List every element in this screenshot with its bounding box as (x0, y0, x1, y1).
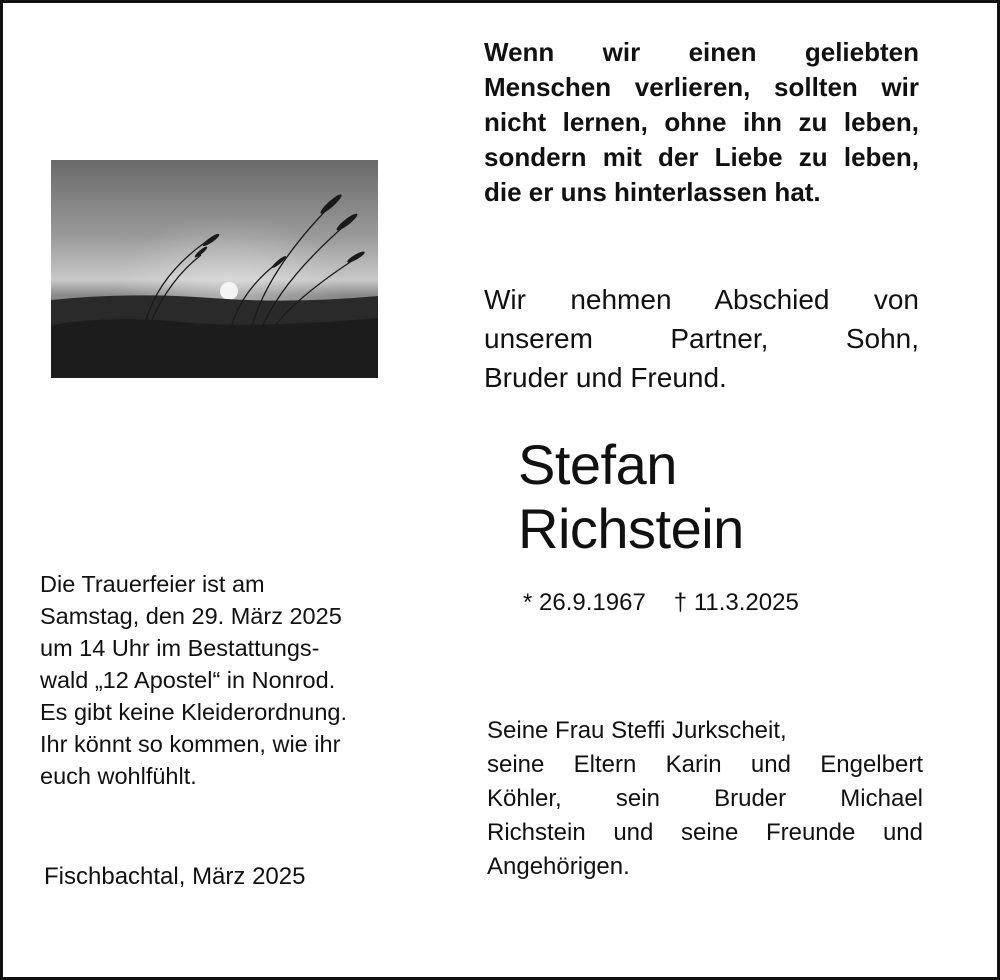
farewell-line: Wir nehmen Abschied von (484, 284, 919, 315)
death-date: 11.3.2025 (693, 589, 799, 616)
family-line: Seine Frau Steffi Jurkscheit, (487, 717, 787, 744)
deceased-last-name: Richstein (518, 497, 744, 560)
farewell-line: unserem Partner, Sohn, (484, 323, 919, 354)
family-line: Köhler, sein Bruder Michael (487, 785, 923, 812)
deceased-name (518, 433, 744, 561)
place-and-date: Fischbachtal, März 2025 (44, 863, 306, 890)
ceremony-line: Samstag, den 29. März 2025 (40, 603, 342, 629)
quote-line: sondern mit der Liebe zu leben, (484, 142, 919, 172)
birth-symbol: * (523, 589, 533, 616)
sunset-grass-photo (51, 160, 378, 378)
ceremony-line: Ihr könnt so kommen, wie ihr (40, 731, 341, 757)
quote-line: Wenn wir einen geliebten (484, 37, 919, 67)
death-symbol: † (673, 589, 688, 616)
farewell-line: Bruder und Freund. (484, 362, 727, 393)
quote-line: die er uns hinterlassen hat. (484, 177, 821, 207)
ceremony-line: um 14 Uhr im Bestattungs- (40, 635, 320, 661)
ceremony-line: Es gibt keine Kleiderordnung. (40, 699, 348, 725)
farewell-text (484, 280, 919, 397)
family-line: seine Eltern Karin und Engelbert (487, 751, 923, 778)
family-line: Angehörigen. (487, 853, 630, 880)
quote-line: nicht lernen, ohne ihn zu leben, (484, 107, 919, 137)
quote-line: Menschen verlieren, sollten wir (484, 72, 919, 102)
birth-date: 26.9.1967 (539, 589, 646, 616)
family-line: Richstein und seine Freunde und (487, 819, 923, 846)
ceremony-line: euch wohlfühlt. (40, 763, 197, 789)
life-dates (523, 588, 799, 618)
family-mourners (487, 714, 923, 884)
memorial-quote (484, 35, 919, 210)
deceased-first-name: Stefan (518, 433, 677, 496)
ceremony-line: Die Trauerfeier ist am (40, 571, 265, 597)
ceremony-details (40, 568, 400, 792)
ceremony-line: wald „12 Apostel“ in Nonrod. (40, 667, 336, 693)
